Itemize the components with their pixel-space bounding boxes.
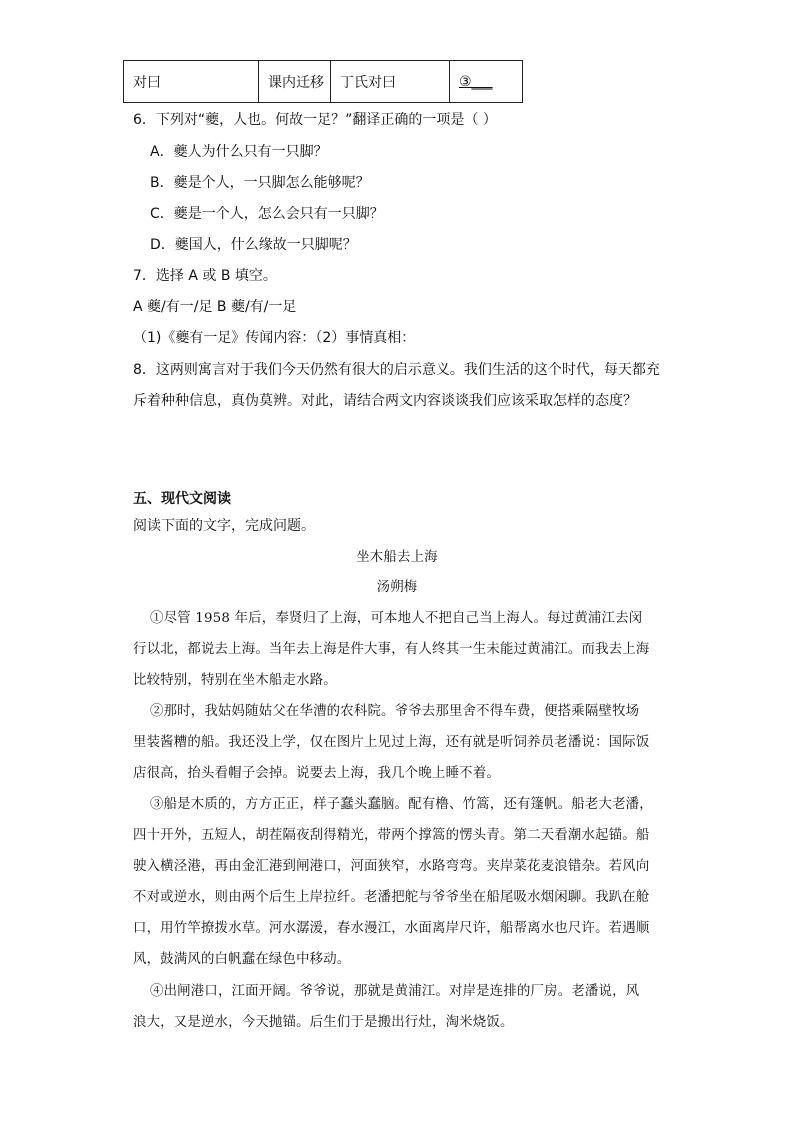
question-7-choices: A 夔/有一/足 B 夔/有/一足 [133, 299, 297, 315]
article-line: ③船是木质的，方方正正，样子蠢头蠢脑。配有橹、竹篙，还有篷帆。船老大老潘， [150, 797, 653, 812]
article-line: 店很高，抬头看帽子会掉。说要去上海，我几个晚上睡不着。 [133, 766, 500, 781]
article-line: ④出闸港口，江面开阔。爷爷说，那就是黄浦江。对岸是连排的厂房。老潘说，风 [150, 984, 640, 999]
question-6-stem: 6．下列对“夔，人也。何故一足？”翻译正确的一项是（ ） [133, 112, 497, 128]
question-8-line-2: 斥着种种信息，真伪莫辨。对此，请结合两文内容谈谈我们应该采取怎样的态度？ [133, 393, 637, 409]
article-line: ①尽管 1958 年后，奉贤归了上海，可本地人不把自己当上海人。每过黄浦江去闵 [150, 611, 643, 626]
question-6-option-c: C．夔是一个人，怎么会只有一只脚？ [150, 206, 384, 222]
question-6-option-d: D．夔国人，什么缘故一只脚呢？ [150, 237, 357, 253]
article-line: 四十开外，五短人，胡茬隔夜刮得精光，带两个撑篙的愣头青。第二天看潮水起锚。船 [133, 828, 650, 843]
section-instruction: 阅读下面的文字，完成问题。 [133, 518, 315, 534]
article-line: 里装酱糟的船。我还没上学，仅在图片上见过上海，还有就是听饲养员老潘说：国际饭 [133, 735, 650, 750]
question-7-stem: 7．选择 A 或 B 填空。 [133, 268, 277, 284]
article-author: 汤朔梅 [376, 580, 418, 595]
question-6-option-a: A．夔人为什么只有一只脚？ [150, 144, 328, 160]
question-6-option-b: B．夔是个人，一只脚怎么能够呢？ [150, 175, 370, 191]
article-title: 坐木船去上海 [356, 550, 438, 565]
table-cell: 课内迁移 [259, 61, 331, 103]
article-line: 口，用竹竿撩拨水草。河水潺湲，春水漫江，水面离岸尺许，船帮离水也尺许。若遇顺 [133, 921, 650, 936]
article-line: 行以北，都说去上海。当年去上海是件大事，有人终其一生未能过黄浦江。而我去上海 [133, 642, 650, 657]
question-7-blanks: （1)《夔有一足》传闻内容：（2）事情真相： [133, 330, 416, 346]
table-row [124, 61, 523, 103]
article-line: 不对或逆水，则由两个后生上岸拉纤。老潘把舵与爷爷坐在船尾吸水烟闲聊。我趴在舱 [133, 890, 650, 905]
article-line: 浪大，又是逆水，今天抛锚。后生们于是搬出行灶，淘米烧饭。 [133, 1015, 514, 1030]
table-cell: 对曰 [124, 61, 259, 103]
comparison-table-row [123, 60, 523, 103]
article-line: 比较特别，特别在坐木船走水路。 [133, 673, 337, 688]
question-8-line-1: 8．这两则寓言对于我们今天仍然有很大的启示意义。我们生活的这个时代，每天都充 [133, 362, 660, 378]
section-heading: 五、现代文阅读 [133, 491, 231, 507]
table-cell: 丁氏对曰 [331, 61, 450, 103]
article-line: 驶入横泾港，再由金汇港到闸港口，河面狭窄，水路弯弯。夹岸菜花麦浪错杂。若风向 [133, 859, 650, 874]
article-line: 风，鼓满风的白帆蠢在绿色中移动。 [133, 952, 351, 967]
answer-blank: ③___ [459, 73, 493, 90]
table-cell-blank [450, 61, 523, 103]
article-line: ②那时，我姑妈随姑父在华漕的农科院。爷爷去那里舍不得车费，便搭乘隔壁牧场 [150, 704, 640, 719]
